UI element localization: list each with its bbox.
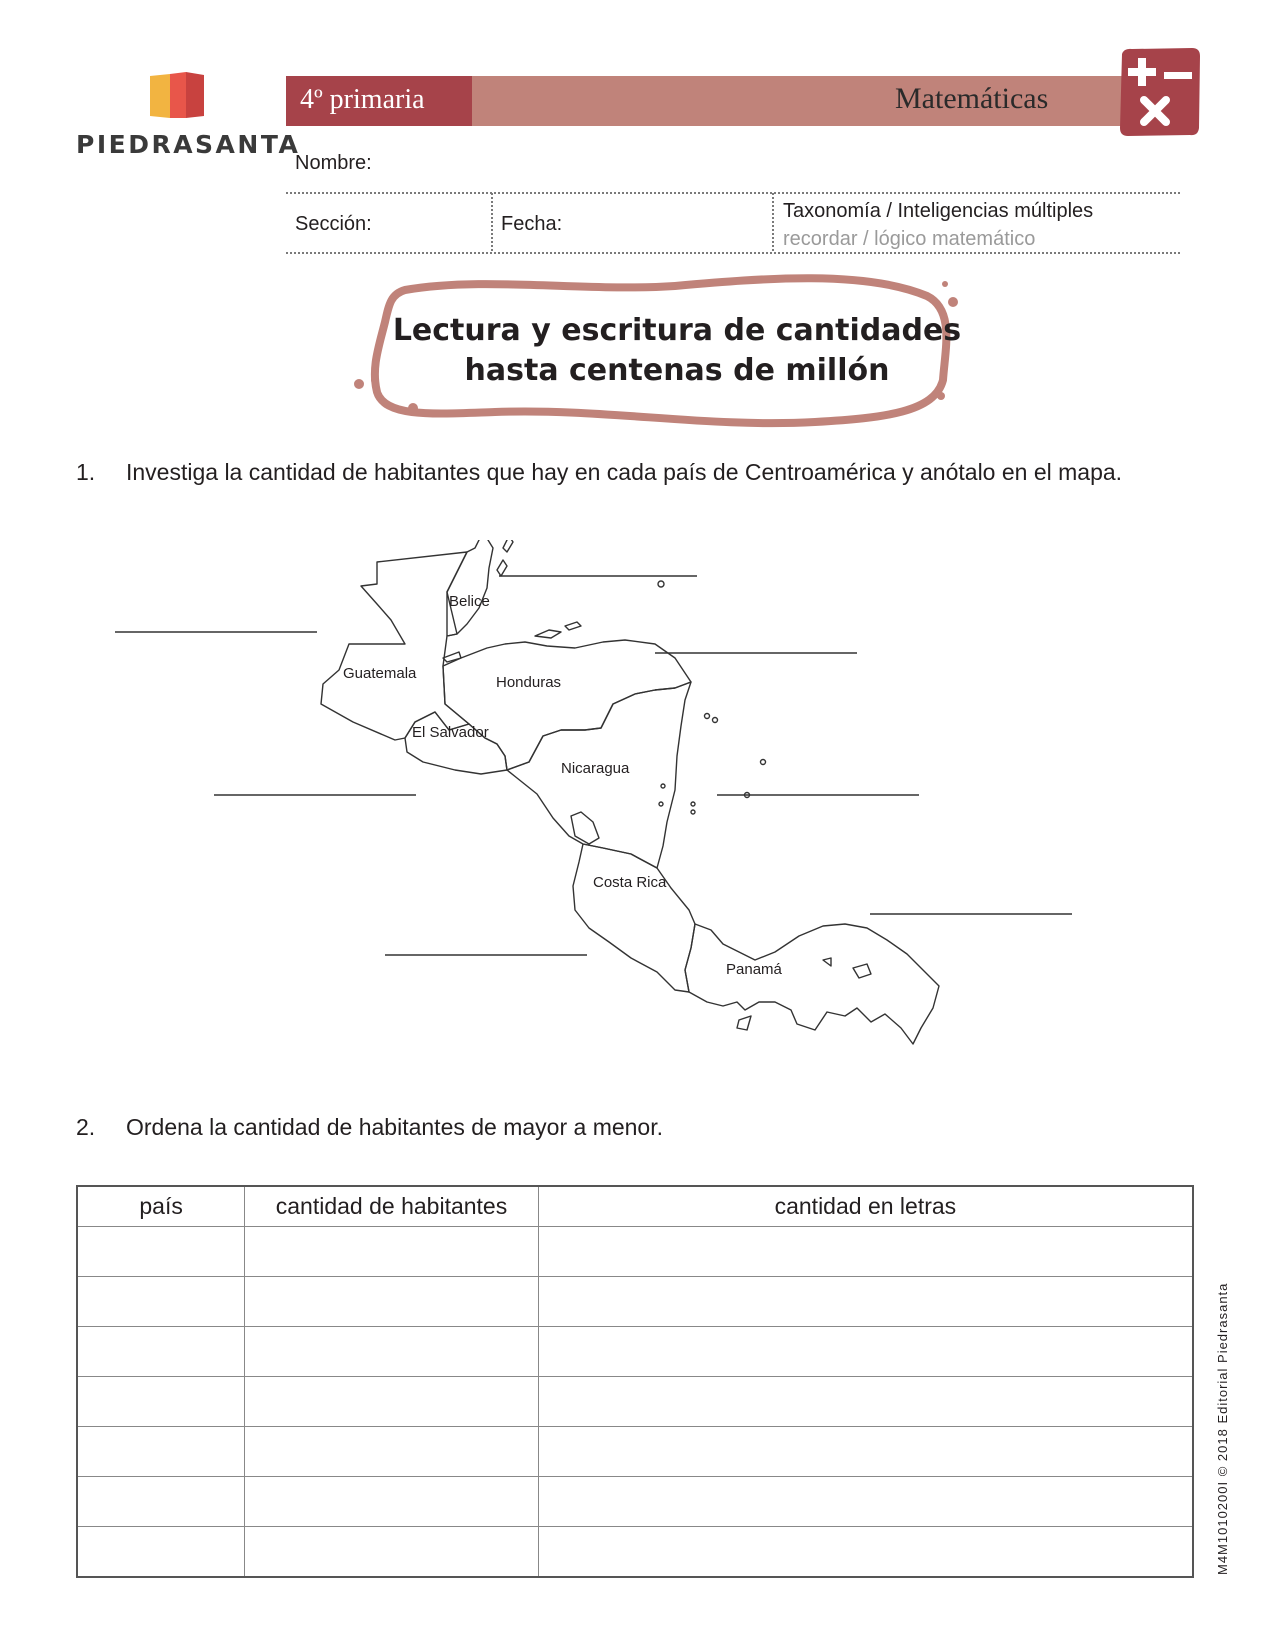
table-row [77, 1327, 1193, 1377]
form-divider-bottom [286, 252, 1180, 254]
question-1-text: Investiga la cantidad de habitantes que hay en cada país de Centroamérica y anótalo en el mapa. [126, 459, 1123, 485]
map-label-costa-rica: Costa Rica [593, 874, 667, 891]
map-label-el-salvador: El Salvador [412, 724, 489, 741]
table-cell[interactable] [245, 1477, 539, 1527]
question-2-number: 2. [76, 1114, 96, 1140]
worksheet-title [380, 311, 974, 391]
map-label-guatemala: Guatemala [343, 665, 417, 682]
form-divider-v1 [491, 193, 493, 251]
table-cell[interactable] [245, 1327, 539, 1377]
header-pais: país [77, 1186, 245, 1227]
table-cell[interactable] [245, 1427, 539, 1477]
table-cell[interactable] [77, 1477, 245, 1527]
table-cell[interactable] [538, 1277, 1193, 1327]
form-divider-v2 [772, 193, 774, 251]
table-row [77, 1427, 1193, 1477]
table-cell[interactable] [245, 1377, 539, 1427]
question-2-text: Ordena la cantidad de habitantes de mayor a menor. [126, 1114, 664, 1140]
table-row [77, 1527, 1193, 1578]
table-row [77, 1477, 1193, 1527]
map-label-panama: Panamá [726, 961, 782, 978]
table-cell[interactable] [77, 1327, 245, 1377]
table-cell[interactable] [245, 1277, 539, 1327]
taxonomia-label: Taxonomía / Inteligencias múltiples [783, 200, 1094, 222]
population-table [76, 1185, 1194, 1578]
table-cell[interactable] [538, 1327, 1193, 1377]
grade-label: 4º primaria [300, 84, 425, 115]
nombre-label: Nombre: [295, 152, 372, 174]
table-row [77, 1277, 1193, 1327]
taxonomia-value: recordar / lógico matemático [783, 228, 1036, 250]
piedrasanta-logo-icon [148, 72, 206, 122]
table-cell[interactable] [77, 1277, 245, 1327]
header-cantidad-letras: cantidad en letras [538, 1186, 1193, 1227]
title-line-1: Lectura y escritura de cantidades [392, 313, 962, 348]
table-cell[interactable] [538, 1527, 1193, 1578]
table-cell[interactable] [77, 1427, 245, 1477]
table-row [77, 1377, 1193, 1427]
question-1-number: 1. [76, 459, 96, 485]
map-label-honduras: Honduras [496, 674, 562, 691]
table-cell[interactable] [245, 1527, 539, 1578]
subject-label: Matemáticas [895, 82, 1049, 115]
table-cell[interactable] [77, 1527, 245, 1578]
table-cell[interactable] [538, 1227, 1193, 1277]
header-cantidad-habitantes: cantidad de habitantes [245, 1186, 539, 1227]
seccion-label: Sección: [295, 213, 372, 235]
title-line-2: hasta centenas de millón [464, 353, 890, 388]
table-cell[interactable] [538, 1427, 1193, 1477]
central-america-map [115, 540, 1090, 1100]
table-cell[interactable] [77, 1377, 245, 1427]
table-cell[interactable] [245, 1227, 539, 1277]
map-label-nicaragua: Nicaragua [561, 760, 630, 777]
table-cell[interactable] [77, 1227, 245, 1277]
plus-minus-times-icon [1116, 46, 1202, 138]
document-code: M4M1010200I © 2018 Editorial Piedrasanta [1215, 1282, 1230, 1575]
table-header-row [77, 1186, 1193, 1227]
table-cell[interactable] [538, 1477, 1193, 1527]
brand-name: PIEDRASANTA [76, 130, 301, 159]
table-cell[interactable] [538, 1377, 1193, 1427]
table-row [77, 1227, 1193, 1277]
form-divider-top [286, 192, 1180, 194]
fecha-label: Fecha: [501, 213, 563, 235]
map-label-belice: Belice [449, 593, 490, 610]
